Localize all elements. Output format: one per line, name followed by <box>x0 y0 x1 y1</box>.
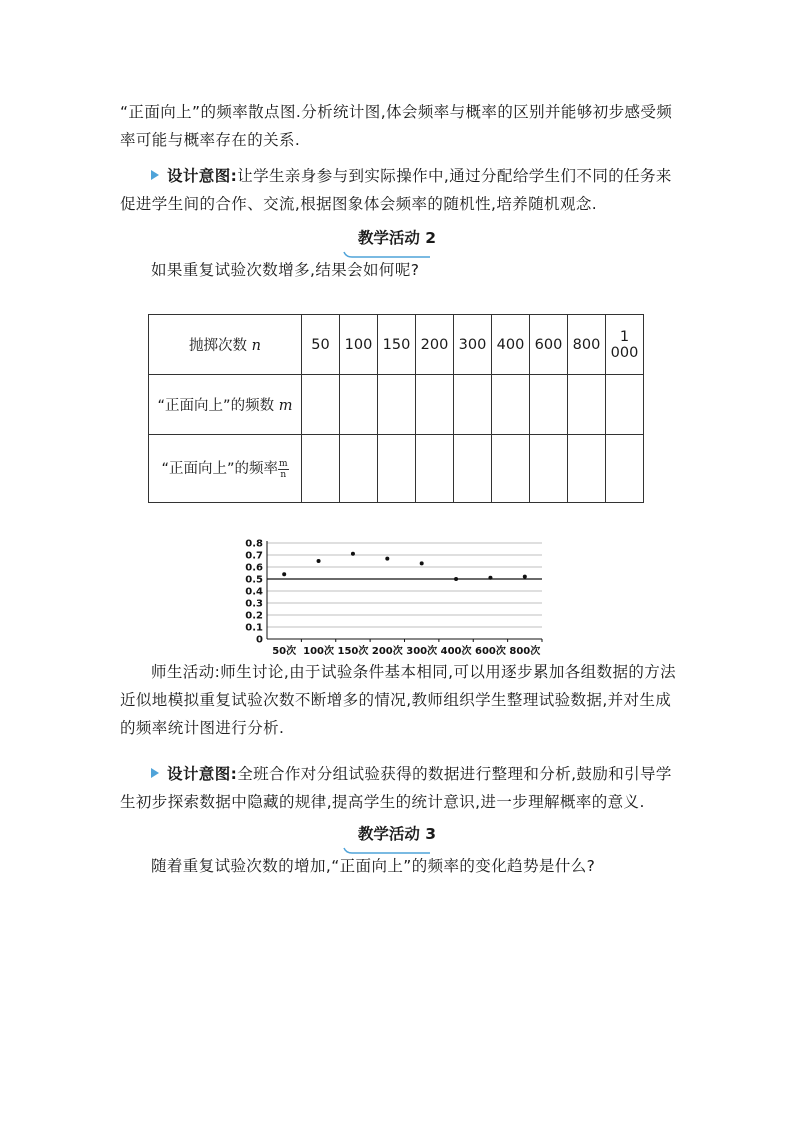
table-cell <box>302 435 340 503</box>
x-tick-label: 800次 <box>509 646 541 657</box>
triangle-marker-icon <box>151 170 159 180</box>
data-point <box>282 572 286 576</box>
y-tick-label: 0.4 <box>245 586 263 598</box>
activity-2-question: 如果重复试验次数增多,结果会如何呢? <box>151 261 420 279</box>
table-cell <box>530 435 568 503</box>
activity-3-question: 随着重复试验次数的增加,“正面向上”的频率的变化趋势是什么? <box>151 857 596 875</box>
table-cell <box>568 375 606 435</box>
table-row <box>149 435 644 503</box>
table-cell <box>454 435 492 503</box>
table-col-600: 600 <box>530 315 568 375</box>
activity-3-heading <box>0 822 794 852</box>
table-cell <box>416 375 454 435</box>
table-cell <box>378 375 416 435</box>
table-col-50: 50 <box>302 315 340 375</box>
table-row <box>149 315 644 375</box>
y-tick-label: 0.6 <box>245 562 263 574</box>
table-cell <box>302 375 340 435</box>
y-tick-label: 0.7 <box>245 550 263 562</box>
table-cell <box>492 375 530 435</box>
data-point <box>420 561 424 565</box>
table-col-1000: 1 000 <box>606 315 644 375</box>
x-tick-label: 100次 <box>303 646 334 657</box>
data-point <box>385 557 389 561</box>
x-tick-label: 600次 <box>475 646 506 657</box>
table-row-label: “正面向上”的频数 m <box>149 375 302 435</box>
design-intent-text: 让学生亲身参与到实际操作中,通过分配给学生们不同的任务来促进学生间的合作、交流,根据图象体会频率的随机性,培养随机观念. <box>120 167 672 213</box>
table-cell <box>492 435 530 503</box>
activity-3-title: 教学活动 3 <box>357 825 437 843</box>
x-tick-label: 50次 <box>272 646 297 657</box>
y-tick-label: 0.1 <box>245 622 263 634</box>
table-col-100: 100 <box>340 315 378 375</box>
frequency-table <box>148 314 644 503</box>
y-tick-label: 0.5 <box>245 574 263 586</box>
table-col-150: 150 <box>378 315 416 375</box>
x-tick-label: 200次 <box>371 646 403 657</box>
activity-2-title: 教学活动 2 <box>357 229 437 247</box>
table-col-200: 200 <box>416 315 454 375</box>
design-intent-1 <box>120 162 680 218</box>
table-cell <box>530 375 568 435</box>
table-row-label: “正面向上”的频率 $\frac{m}{n}$ <box>149 435 302 503</box>
table-cell <box>340 375 378 435</box>
activity-2-heading <box>0 226 794 256</box>
table-cell <box>568 435 606 503</box>
y-tick-label: 0 <box>256 634 263 646</box>
data-point <box>523 575 527 579</box>
table-col-300: 300 <box>454 315 492 375</box>
table-cell <box>454 375 492 435</box>
x-tick-label: 300次 <box>406 646 438 657</box>
intro-paragraph: “正面向上”的频率散点图.分析统计图,体会频率与概率的区别并能够初步感受频率可能与概率存在的关系. <box>120 103 673 149</box>
frequency-scatter-chart <box>230 532 560 664</box>
fraction: $\frac{m}{n}$ <box>278 458 288 480</box>
x-tick-label: 400次 <box>440 646 472 657</box>
data-point <box>351 552 355 556</box>
data-point <box>454 577 458 581</box>
y-tick-label: 0.8 <box>245 538 263 550</box>
table-cell <box>416 435 454 503</box>
table-row <box>149 375 644 435</box>
table-cell <box>340 435 378 503</box>
x-tick-label: 150次 <box>337 646 369 657</box>
y-tick-label: 0.2 <box>245 610 263 622</box>
data-point <box>488 576 492 580</box>
design-intent-label: 设计意图: <box>167 167 238 185</box>
table-col-400: 400 <box>492 315 530 375</box>
teacher-student-activity: 师生活动:师生讨论,由于试验条件基本相同,可以用逐步累加各组数据的方法近似地模拟重复试验次数不断增多的情况,教师组织学生整理试验数据,并对生成的频率统计图进行分析. <box>120 663 677 737</box>
table-col-800: 800 <box>568 315 606 375</box>
design-intent-2 <box>120 760 680 816</box>
table-cell <box>606 435 644 503</box>
triangle-marker-icon <box>151 768 159 778</box>
table-header-cell: 抛掷次数 n <box>149 315 302 375</box>
data-point <box>317 559 321 563</box>
table-cell <box>606 375 644 435</box>
y-tick-label: 0.3 <box>245 598 263 610</box>
table-cell <box>378 435 416 503</box>
design-intent-label: 设计意图: <box>167 765 238 783</box>
design-intent-text: 全班合作对分组试验获得的数据进行整理和分析,鼓励和引导学生初步探索数据中隐藏的规律,提高学生的统计意识,进一步理解概率的意义. <box>120 765 672 811</box>
